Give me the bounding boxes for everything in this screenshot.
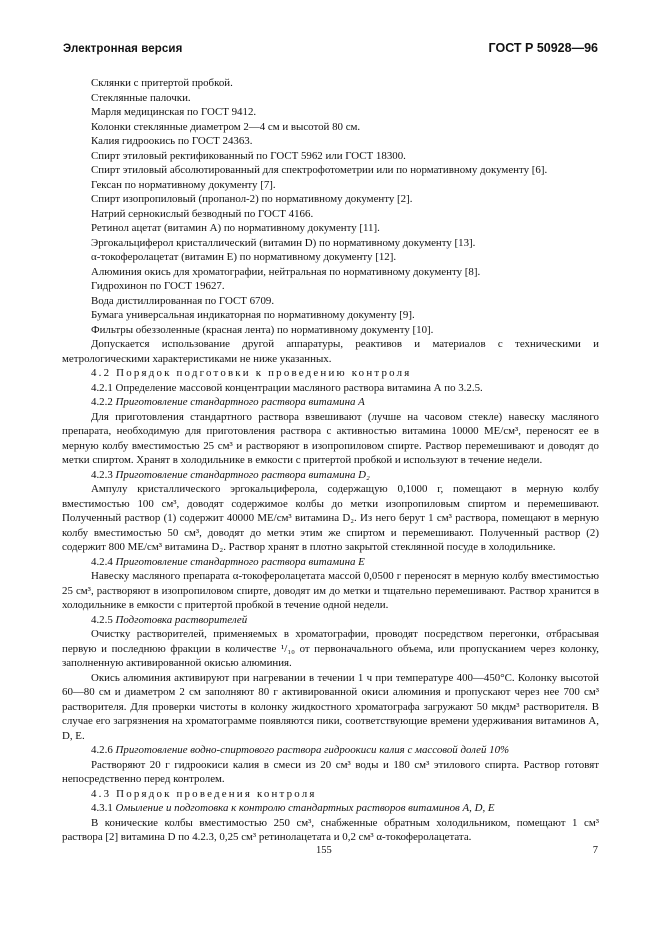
list-item: Бумага универсальная индикаторная по нормативному документу [9]. (91, 309, 415, 321)
list-item: Гидрохинон по ГОСТ 19627. (91, 280, 225, 292)
paragraph: Ампулу кристаллического эргокальциферола, содержащую 0,1000 г, помещают в мерную колбу вместимостью 100 см³, доводят содержимое колбы до метки изопропиловым спиртом и перемешивают. Полученный раствор (1) содержит 40000 МЕ/см³ витамина D₂. Из него берут 1 см³ раствора, помещают в мерную колбу вместимостью 50 см³, доводят до метки этим же спиртом и перемешивают. Полученный раствор (2) содержит 800 МЕ/см³ витамина D₂. Раствор хранят в плотно закрытой стеклянной посуде в холодильнике. (62, 483, 599, 553)
subsection-number: 4.2.6 (91, 744, 113, 756)
list-item: Спирт изопропиловый (пропанол-2) по нормативному документу [2]. (91, 193, 413, 205)
paragraph: Очистку растворителей, применяемых в хроматографии, проводят посредством перегонки, отбрасывая первую и последнюю фракции в количестве ¹/₁₀ от первоначального объема, или пропусканием через колонку, заполненную активированной окисью алюминия. (62, 628, 599, 669)
subsection-text: 4.2.1 Определение массовой концентрации масляного раствора витамина А по 3.2.5. (91, 381, 483, 394)
list-item: Натрий сернокислый безводный по ГОСТ 4166. (91, 207, 314, 220)
subsection-title: Приготовление стандартного раствора витамина Е (115, 555, 365, 568)
subsection-number: 4.2.2 (91, 396, 113, 408)
subsection-heading (91, 555, 599, 570)
subsection-title: Омыление и подготовка к контролю стандартных растворов витаминов А, D, Е (115, 802, 495, 814)
list-item: Марля медицинская по ГОСТ 9412. (91, 106, 257, 118)
list-item: Стеклянные палочки. (91, 91, 191, 104)
list-item: Алюминия окись для хроматографии, нейтральная по нормативному документу [8]. (91, 265, 481, 278)
paragraph: В конические колбы вместимостью 250 см³, снабженные обратным холодильником, помещают 1 см³ раствора [2] витамина D по 4.2.3, 0,25 см³ ретинолацетата и 0,2 см³ α-токоферолацетата. (62, 816, 599, 843)
paragraph: Растворяют 20 г гидроокиси калия в смеси из 20 см³ воды и 180 см³ этилового спирта. Раствор готовят непосредственно перед контролем. (62, 758, 599, 785)
list-item: Колонки стеклянные диаметром 2—4 см и высотой 80 см. (91, 120, 361, 133)
list-item: Спирт этиловый ректификованный по ГОСТ 5962 или ГОСТ 18300. (91, 149, 406, 162)
header-standard-number: ГОСТ Р 50928—96 (488, 41, 598, 55)
list-item: Вода дистиллированная по ГОСТ 6709. (91, 294, 275, 307)
subsection-heading (91, 613, 599, 628)
subsection-heading (91, 743, 599, 758)
list-item: Калия гидроокись по ГОСТ 24363. (91, 135, 253, 147)
subsection-number: 4.2.4 (91, 555, 113, 568)
subsection-heading (91, 468, 599, 483)
subsection-title: Приготовление водно-спиртового раствора гидроокиси калия с массовой долей 10% (115, 744, 510, 756)
paragraph: Окись алюминия активируют при нагревании в течении 1 ч при температуре 400—450°С. Колонку высотой 60—80 см и диаметром 2 см заполняют 80 г активированной окиси алюминия и пропускают через нее 700 см³ растворителя. Для проверки чистоты в колонку жидкостного хроматографа загружают 50 мкдм³ растворителя. В случае его загрязнения на хроматограмме появляются пики, соответствующие времени удерживания витаминов А, D, Е. (62, 671, 599, 742)
paragraph: Для приготовления стандартного раствора взвешивают (лучше на часовом стекле) навеску масляного препарата, необходимую для приготовления раствора с активностью витамина 10000 МЕ/см³, переносят ее в мерную колбу вместимостью 25 см³ и растворяют в изопропиловом спирте. Раствор перемешивают и доводят до метки спиртом. Хранят в холодильнике в емкости с притертой пробкой и используют в течение недели. (62, 410, 599, 466)
paragraph: Навеску масляного препарата α-токоферолацетата массой 0,0500 г переносят в мерную колбу вместимостью 25 см³, растворяют в изопропиловом спирте, доводят им до метки и тщательно перемешивают. Раствор хранится в холодильнике в емкости с притертой пробкой в течение одной недели. (62, 570, 599, 611)
subsection-title: Подготовка растворителей (115, 613, 248, 626)
list-item: Склянки с притертой пробкой. (91, 77, 233, 89)
list-item: Эргокальциферол кристаллический (витамин D) по нормативному документу [13]. (91, 236, 476, 249)
subsection-title: Приготовление стандартного раствора витамина D₂ (115, 468, 370, 481)
subsection-number: 4.2.3 (91, 468, 113, 481)
paragraph: Спирт этиловый абсолютированный для спектрофотометрии или по нормативному документу [6]. (91, 164, 548, 176)
list-item: α-токоферолацетат (витамин Е) по нормативному документу [12]. (91, 251, 397, 263)
sheet-number: 7 (592, 845, 598, 856)
subsection-number: 4.3.1 (91, 802, 113, 814)
subsection-heading (91, 395, 599, 410)
list-item: Ретинол ацетат (витамин А) по нормативному документу [11]. (91, 222, 380, 234)
section-heading: 4.2 Порядок подготовки к проведению контроля (91, 367, 412, 379)
header-edition-label: Электронная версия (63, 43, 183, 55)
list-item: Гексан по нормативному документу [7]. (91, 178, 276, 191)
subsection-heading (91, 801, 599, 816)
subsection-title: Приготовление стандартного раствора витамина А (115, 396, 365, 408)
paragraph: Допускается использование другой аппаратуры, реактивов и материалов с техническими и метрологическими характеристиками не ниже указанных. (62, 338, 599, 365)
list-item: Фильтры обеззоленные (красная лента) по нормативному документу [10]. (91, 323, 434, 336)
subsection-number: 4.2.5 (91, 613, 113, 626)
page-number: 155 (316, 845, 332, 856)
document-body (62, 76, 599, 845)
section-heading: 4.3 Порядок проведения контроля (91, 787, 317, 800)
